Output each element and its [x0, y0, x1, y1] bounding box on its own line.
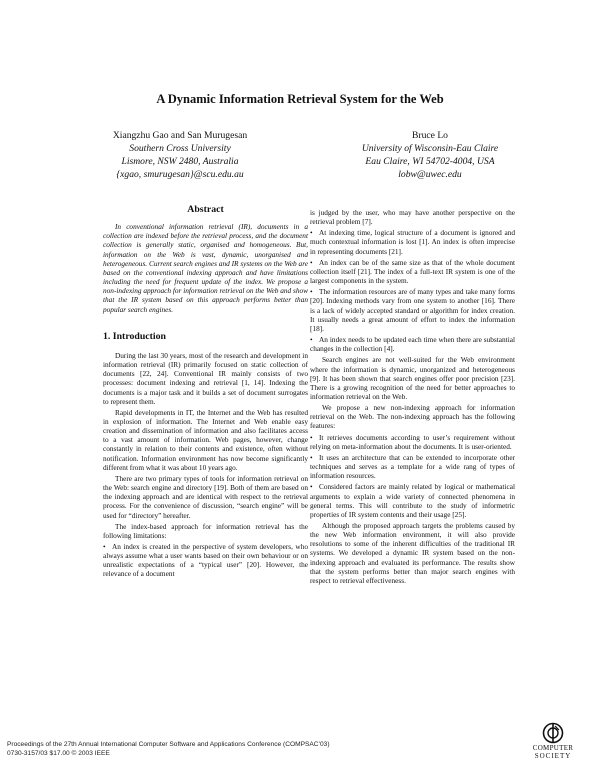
bullet-text: At indexing time, logical structure of a document is ignored and much contextual information is lost [1]. An index is often imprecise in representing documents [21].: [310, 228, 515, 256]
bullet-item: [310, 482, 515, 519]
bullet-icon: •: [310, 482, 313, 492]
logo-text-computer: COMPUTER: [532, 744, 574, 752]
author-block-1: [50, 129, 310, 181]
bullet-item: [103, 542, 308, 579]
bullet-icon: •: [310, 335, 313, 345]
bullet-item: [310, 433, 515, 451]
body-paragraph: Search engines are not well-suited for the Web environment where the information is dynamic, unorganized and heterogeneous [9]. It has been shown that search engines offer poor precision [23]. There is a growing recognition of the need for better approaches to information retrieval on the Web.: [310, 355, 515, 401]
bullet-text: It uses an architecture that can be extended to incorporate other techniques and serves as a template for a wide rang of types of information resources.: [310, 452, 515, 481]
bullet-item: [310, 453, 515, 480]
abstract-text: In conventional information retrieval (IR), documents in a collection are indexed before the retrieval process, and the document collection is generally static, organised and homogeneous. But, information on the Web is vast, dynamic, unorganised and heterogeneous. Current search engines and IR systems on the Web are based on the conventional indexing approach and have limitations including the need for frequent update of the index. We propose a non-indexing approach for information retrieval on the Web and show that the IR system based on this approach performs better than popular search engines.: [103, 222, 308, 314]
body-paragraph: There are two primary types of tools for information retrieval on the Web: search engine and directory [19]. Both of them are based on the indexing approach and are identical with respect to the retrieval process. For the convenience of discussion, “search engine” will be used for “directory” hereafter.: [103, 473, 308, 520]
body-paragraph: The index-based approach for information retrieval has the following limitations:: [103, 521, 308, 540]
author-address: Eau Claire, WI 54702-4004, USA: [365, 156, 495, 167]
bullet-icon: •: [310, 432, 313, 442]
author-block-2: [300, 129, 560, 181]
author-affiliation: University of Wisconsin-Eau Claire: [361, 143, 499, 154]
bullet-text: An index needs to be updated each time when there are substantial changes in the collection [4].: [310, 335, 515, 354]
logo-text-society: SOCIETY: [534, 752, 572, 760]
bullet-item: [310, 228, 515, 255]
body-paragraph: is judged by the user, who may have another perspective on the retrieval problem [7].: [310, 208, 515, 227]
bullet-item: [310, 287, 515, 333]
computer-society-logo: [523, 722, 583, 768]
bullet-item: [310, 335, 515, 353]
left-column: [103, 205, 308, 579]
bullet-text: It retrieves documents according to user’s requirement without relying on meta-information about the documents. It is user-oriented.: [310, 432, 515, 451]
bullet-icon: •: [310, 257, 313, 267]
bullet-text: The information resources are of many types and take many forms [20]. Indexing methods vary from one system to another [16]. There is a lack of widely accepted standard or algorithm for index creation. It usually needs a great amount of effort to index the information [18].: [310, 287, 515, 333]
ieee-computer-society-logo-icon: [542, 722, 564, 744]
author-email: lobw@uwec.edu: [398, 169, 462, 180]
author-name: Bruce Lo: [412, 130, 448, 141]
author-email: {xgao, smurugesan}@scu.edu.au: [116, 169, 244, 180]
bullet-text: An index can be of the same size as that of the whole document collection itself [21]. The index of a full-text IR system is one of the largest components in the system.: [310, 257, 515, 286]
bullet-text: An index is created in the perspective of system developers, who always assume what a user wants based on their own behaviour or on unrealistic expectations of a “typical user” [20]. However, the relevance of a document: [103, 542, 308, 579]
paper-title: A Dynamic Information Retrieval System for the Web: [156, 92, 444, 106]
bullet-icon: •: [310, 287, 313, 297]
body-paragraph: Rapid developments in IT, the Internet and the Web has resulted in explosion of information. The Internet and Web enable easy creation and dissemination of information and also facilitates access to a vast amount of information. Web pages, however, change constantly in relation to their contents and existence, often without notification. Information environment has now become significantly different from what it was about 10 years ago.: [103, 407, 308, 472]
bullet-icon: •: [103, 542, 106, 551]
author-affiliation: Southern Cross University: [129, 143, 231, 154]
page-footer: [7, 740, 487, 758]
author-name: Xiangzhu Gao and San Murugesan: [112, 130, 248, 141]
bullet-icon: •: [310, 228, 313, 238]
footer-proceedings: Proceedings of the 27th Annual International Computer Software and Applications Conference (COMPSAC’03): [7, 741, 330, 748]
body-paragraph: We propose a new non-indexing approach for information retrieval on the Web. The non-indexing approach has the following features:: [310, 403, 515, 431]
bullet-icon: •: [310, 452, 313, 462]
body-paragraph: Although the proposed approach targets the problems caused by the new Web information environment, it will also provide resolutions to some of the inherent difficulties of the traditional IR systems. We developed a dynamic IR system based on the non-indexing approach and evaluated its performance. The results show that the system performs better than major search engines with respect to retrieval effectiveness.: [310, 521, 515, 585]
body-paragraph: During the last 30 years, most of the research and development in information retrieval (IR) primarily focused on static collection of documents [22, 24]. Conventional IR mainly consists of two processes: document indexing and retrieval [1, 14]. Indexing the documents is a major task and it builds a set of document surrogates to represent them.: [103, 350, 308, 406]
author-address: Lismore, NSW 2480, Australia: [121, 156, 239, 167]
abstract-heading: Abstract: [187, 204, 224, 215]
footer-copyright: 0730-3157/03 $17.00 © 2003 IEEE: [7, 750, 110, 757]
introduction-heading: 1. Introduction: [103, 330, 166, 342]
bullet-text: Considered factors are mainly related by logical or mathematical arguments to explain a wide variety of connected phenomena in general terms. This will contribute to the study of informetric properties of IR system contents and their usage [25].: [310, 482, 515, 519]
bullet-item: [310, 258, 515, 285]
right-column: [310, 208, 515, 585]
